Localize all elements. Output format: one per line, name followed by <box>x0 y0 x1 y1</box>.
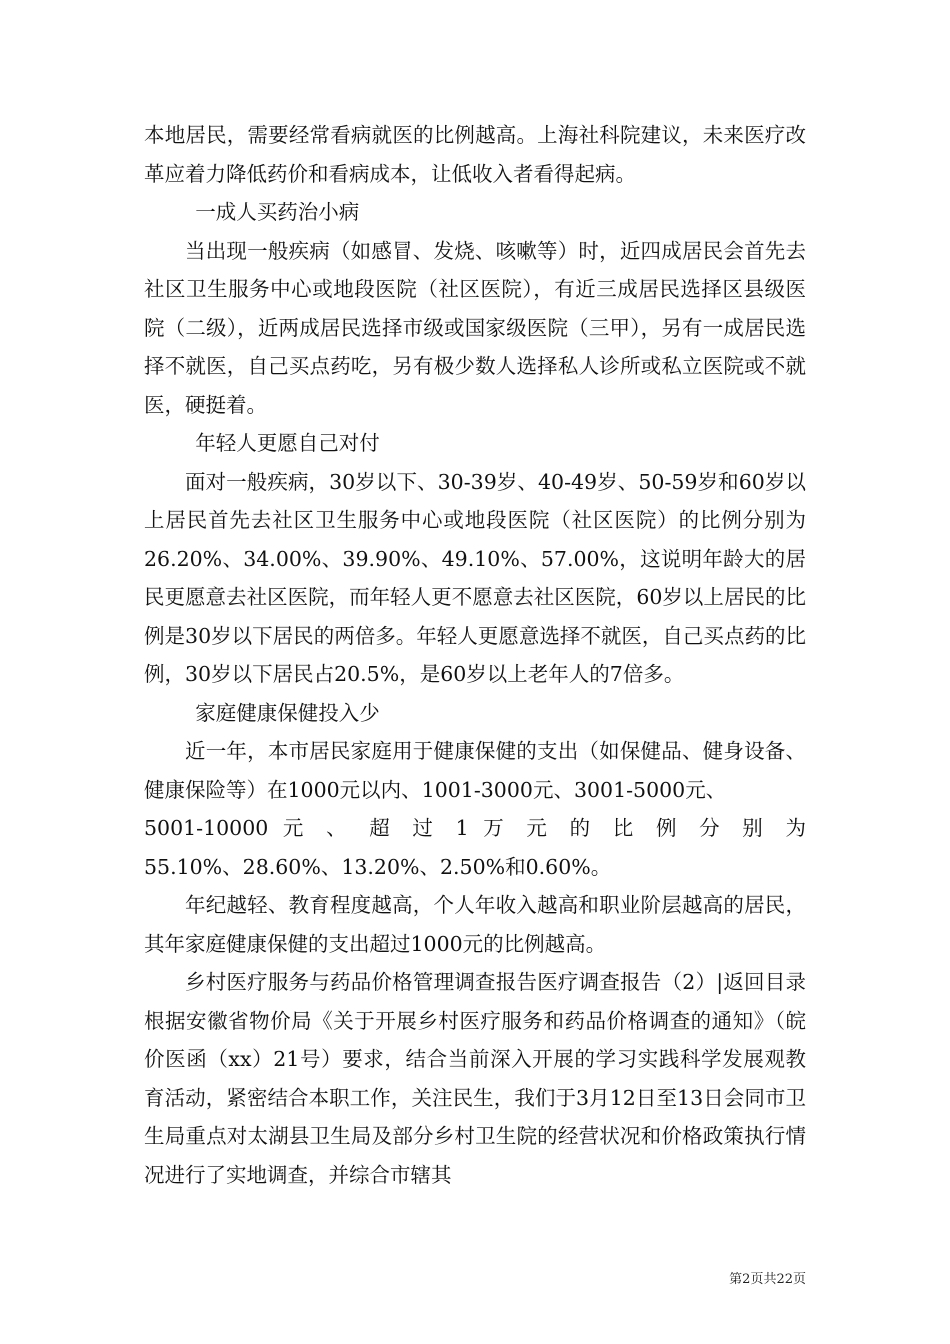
section-heading-young-people: 年轻人更愿自己对付 <box>195 431 380 455</box>
paragraph-spending-part2: 5001-10000 元 、 超 过 1 万 元 的 比 例 分 别 为 <box>144 816 806 840</box>
paragraph-common-illness: 当出现一般疾病（如感冒、发烧、咳嗽等）时，近四成居民会首先去社区卫生服务中心或地段医院（社区医院），有近三成居民选择区县级医院（二级），近两成居民选择市级或国家级医院（三甲），另有一成居民选择不就医，自己买点药吃，另有极少数人选择私人诊所或私立医院或不就医，硬挺着。 <box>144 238 806 417</box>
paragraph-younger-educated: 年纪越轻、教育程度越高，个人年收入越高和职业阶层越高的居民，其年家庭健康保健的支出超过1000元的比例越高。 <box>144 893 806 956</box>
section-heading-health-spending: 家庭健康保健投入少 <box>195 700 380 725</box>
paragraph-rural-report: 乡村医疗服务与药品价格管理调查报告医疗调查报告（2）|返回目录根据安徽省物价局《关于开展乡村医疗服务和药品价格调查的通知》（皖价医函（xx）21号）要求，结合当前深入开展的学习实践科学发展观教育活动，紧密结合本职工作，关注民生，我们于3月12日至13日会同市卫生局重点对太湖县卫生局及部分乡村卫生院的经营状况和价格政策执行情况进行了实地调查，并综合市辖其 <box>144 970 806 1187</box>
section-heading-medicine: 一成人买药治小病 <box>195 200 360 224</box>
paragraph-spending-part1: 近一年，本市居民家庭用于健康保健的支出（如保健品、健身设备、健康保险等）在1000元以内、1001-3000元、3001-5000元、 <box>144 739 806 802</box>
paragraph-spending-part3: 55.10%、28.60%、13.20%、2.50%和0.60%。 <box>144 854 612 879</box>
document-body <box>144 116 806 1194</box>
paragraph-continuation: 本地居民，需要经常看病就医的比例越高。上海社科院建议，未来医疗改革应着力降低药价和看病成本，让低收入者看得起病。 <box>144 123 806 186</box>
paragraph-age-groups: 面对一般疾病，30岁以下、30-39岁、40-49岁、50-59岁和60岁以上居民首先去社区卫生服务中心或地段医院（社区医院）的比例分别为26.20%、34.00%、39.90%、49.10%、57.00%，这说明年龄大的居民更愿意去社区医院，而年轻人更不愿意去社区医院，60岁以上居民的比例是30岁以下居民的两倍多。年轻人更愿意选择不就医，自己买点药的比例，30岁以下居民占20.5%，是60岁以上老年人的7倍多。 <box>144 469 806 686</box>
page-number: 第2页共22页 <box>729 1272 806 1287</box>
